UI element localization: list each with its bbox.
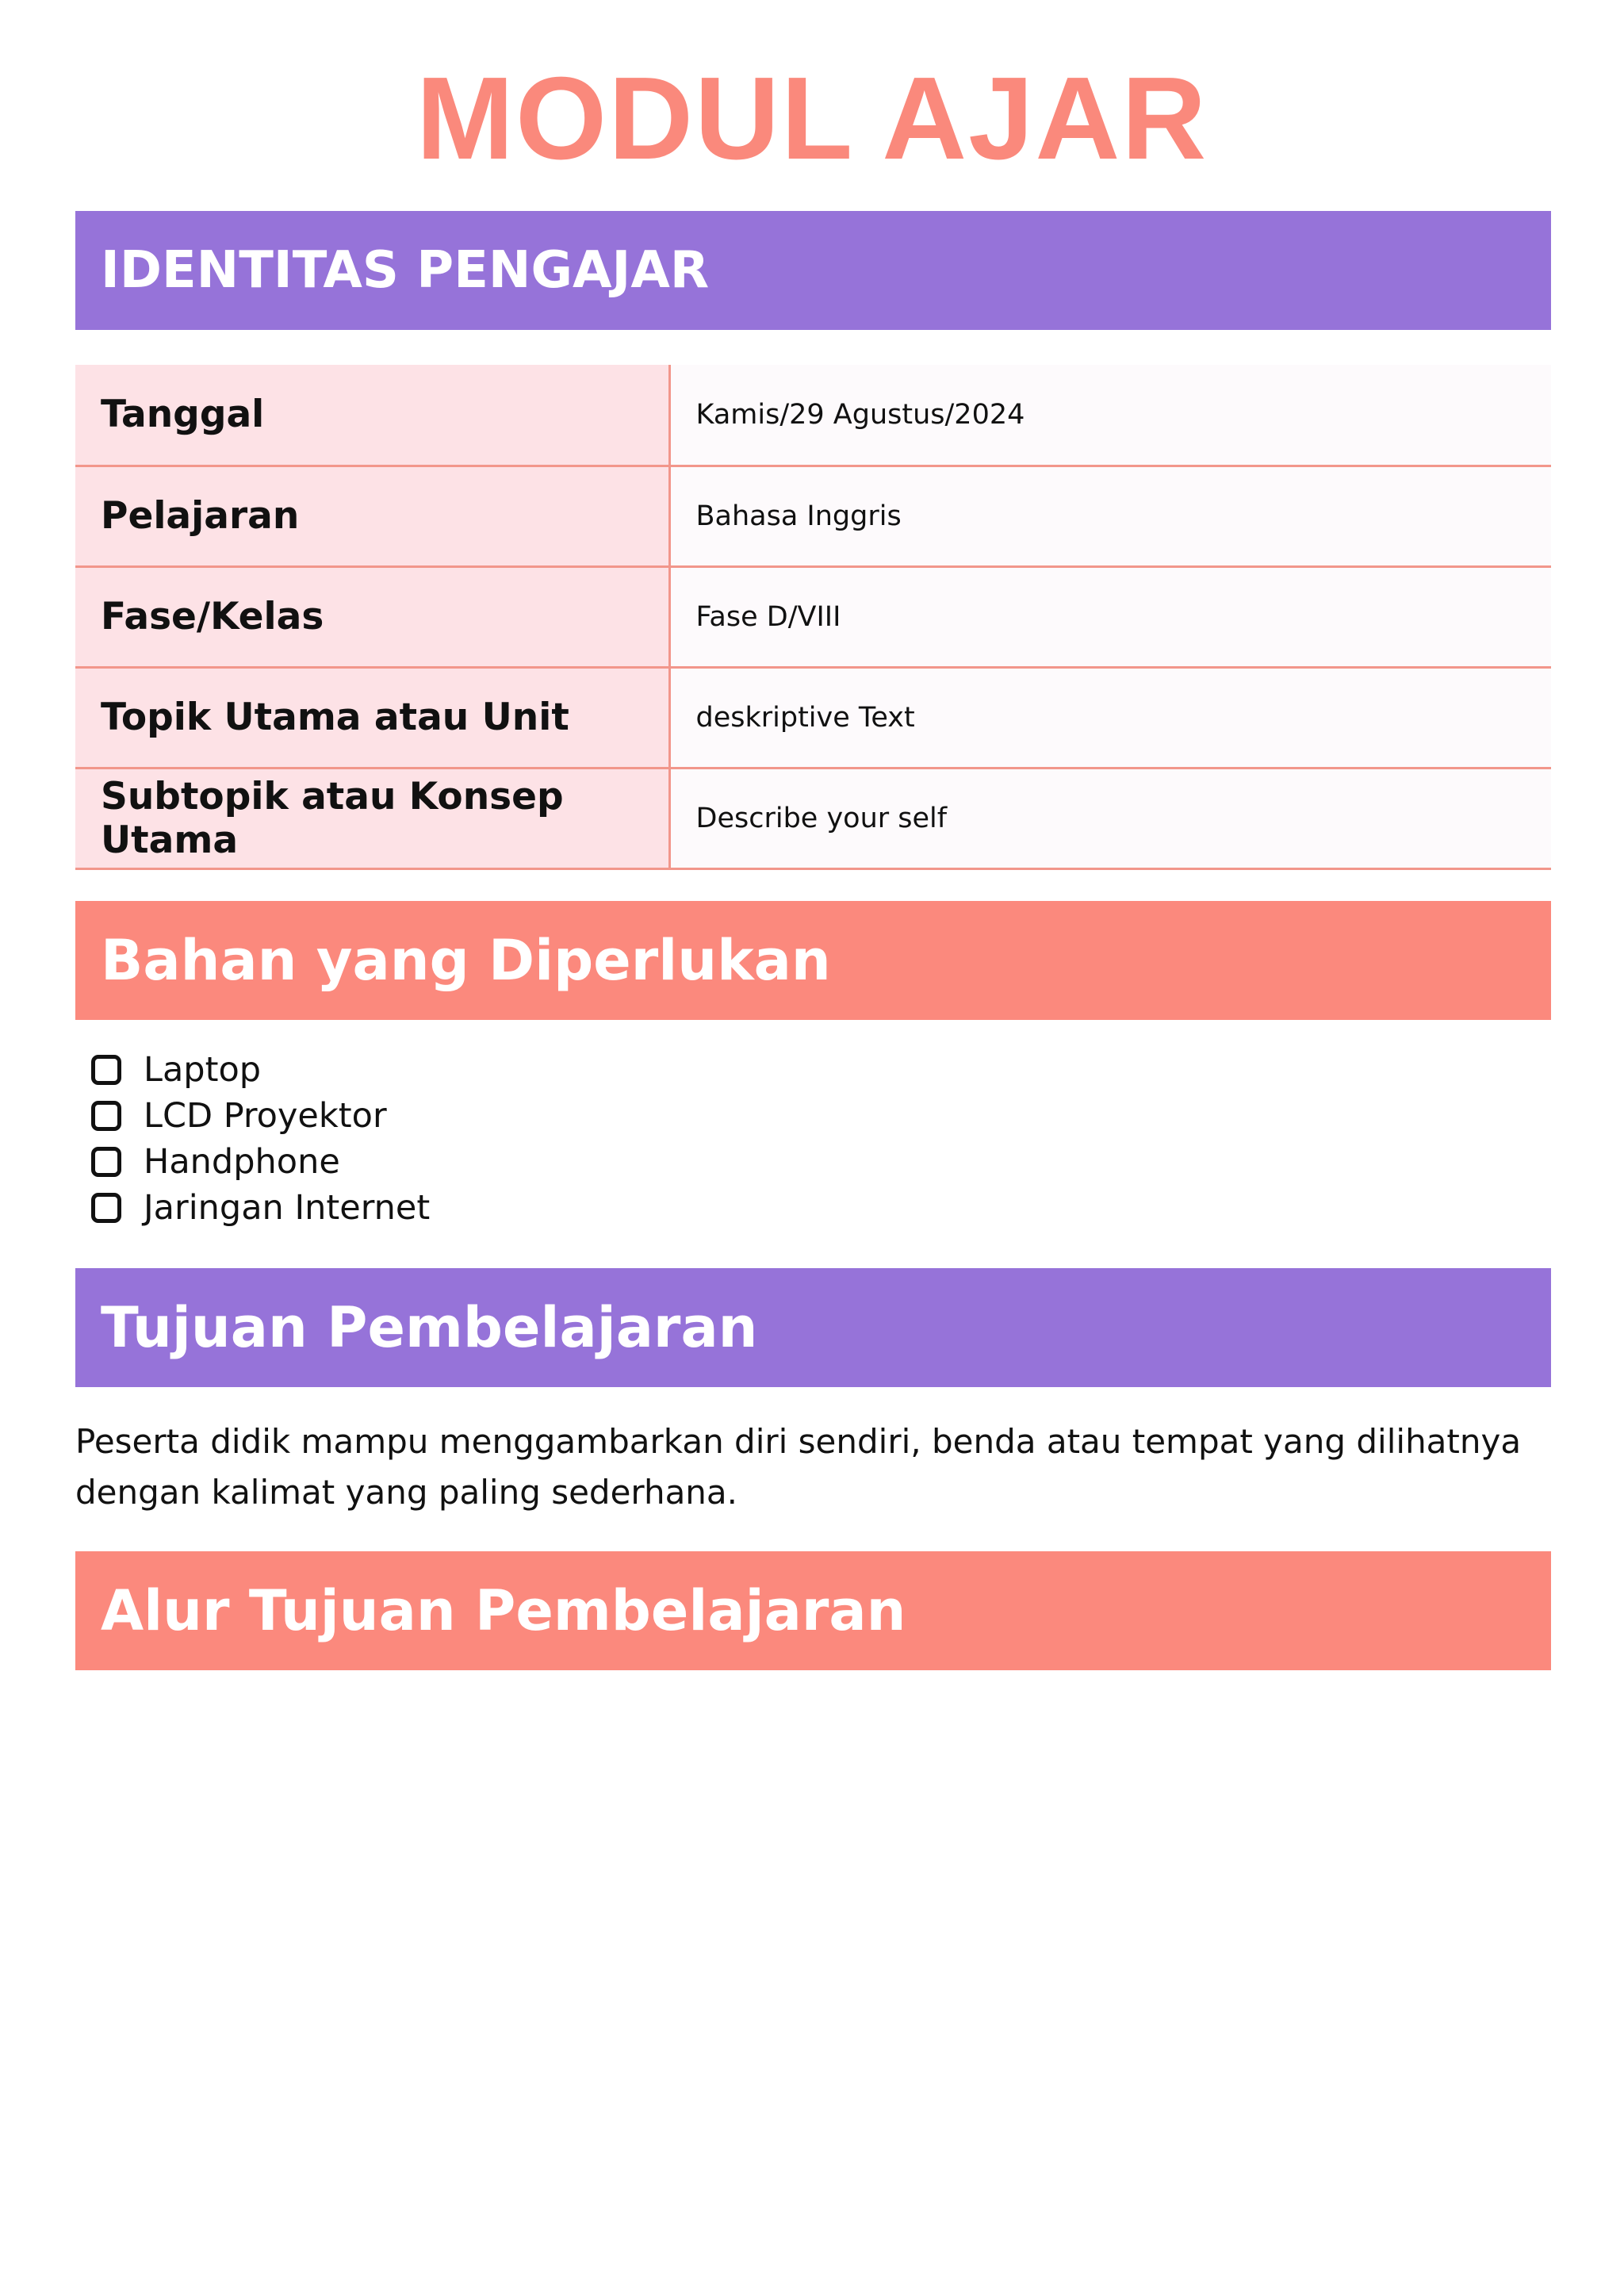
list-item — [91, 1047, 430, 1093]
bahan-heading: Bahan yang Diperlukan — [101, 928, 831, 993]
list-item — [91, 1185, 430, 1231]
row-label: Pelajaran — [75, 466, 669, 566]
list-item — [91, 1139, 430, 1185]
checkbox-jaringan-internet[interactable] — [91, 1193, 121, 1223]
row-label: Fase/Kelas — [75, 566, 669, 667]
table-row — [75, 466, 1551, 566]
identitas-heading: IDENTITAS PENGAJAR — [101, 241, 710, 300]
item-label: LCD Proyektor — [144, 1096, 387, 1136]
document-title: MODUL AJAR — [416, 53, 1208, 184]
item-label: Jaringan Internet — [144, 1188, 431, 1228]
table-row — [75, 365, 1551, 466]
row-value: Describe your self — [669, 768, 1551, 868]
table-row — [75, 667, 1551, 768]
row-value: Fase D/VIII — [669, 566, 1551, 667]
checkbox-lcd-proyektor[interactable] — [91, 1101, 121, 1131]
table-row — [75, 566, 1551, 667]
tujuan-heading: Tujuan Pembelajaran — [101, 1295, 758, 1360]
alur-banner — [75, 1551, 1551, 1670]
table-row — [75, 768, 1551, 868]
alur-heading: Alur Tujuan Pembelajaran — [101, 1578, 906, 1643]
checkbox-laptop[interactable] — [91, 1055, 121, 1085]
row-value: Bahasa Inggris — [669, 466, 1551, 566]
row-label: Tanggal — [75, 365, 669, 466]
row-value: deskriptive Text — [669, 667, 1551, 768]
bahan-checklist — [91, 1047, 430, 1231]
list-item — [91, 1093, 430, 1139]
item-label: Handphone — [144, 1142, 340, 1182]
tujuan-paragraph: Peserta didik mampu menggambarkan diri sendiri, benda atau tempat yang dilihatnya dengan kalimat yang paling sederhana. — [75, 1422, 1522, 1512]
item-label: Laptop — [144, 1050, 262, 1090]
bahan-banner — [75, 901, 1551, 1020]
checkbox-handphone[interactable] — [91, 1147, 121, 1177]
tujuan-banner — [75, 1268, 1551, 1387]
row-label: Topik Utama atau Unit — [75, 667, 669, 768]
row-label: Subtopik atau Konsep Utama — [75, 768, 669, 868]
identitas-table — [75, 365, 1551, 870]
identitas-banner — [75, 211, 1551, 330]
row-value: Kamis/29 Agustus/2024 — [669, 365, 1551, 466]
